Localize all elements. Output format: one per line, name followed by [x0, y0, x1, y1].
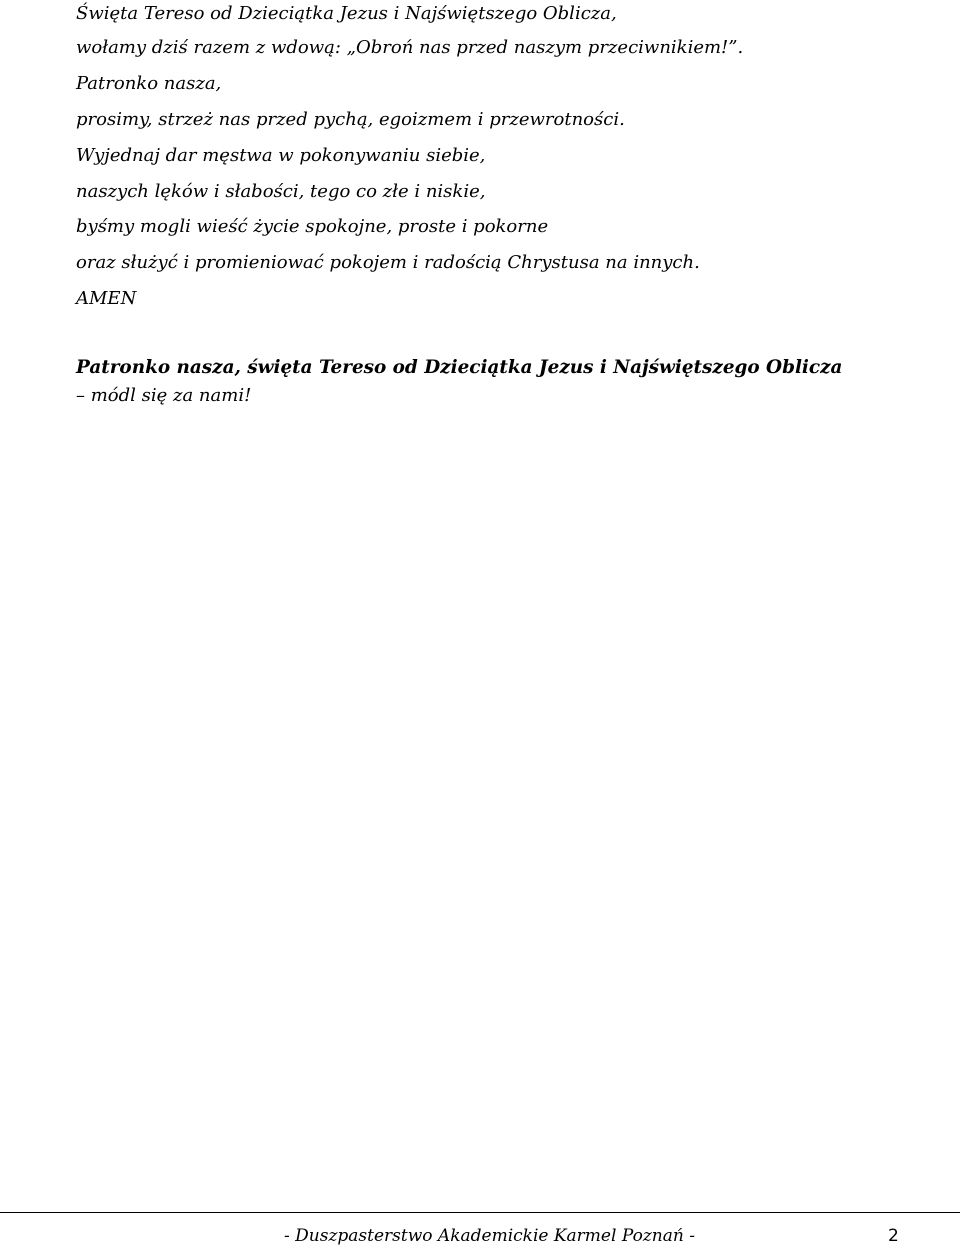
prayer-amen: AMEN	[76, 288, 137, 309]
prayer-line: wołamy dziś razem z wdową: „Obroń nas przed naszym przeciwnikiem!”.	[76, 37, 744, 58]
prayer-line: prosimy, strzeż nas przed pychą, egoizmem i przewrotności.	[76, 109, 625, 130]
footer-divider	[0, 1212, 960, 1213]
prayer-line: naszych lęków i słabości, tego co złe i niskie,	[76, 181, 486, 202]
prayer-line: Wyjednaj dar męstwa w pokonywaniu siebie,	[76, 145, 486, 166]
prayer-line: oraz służyć i promieniować pokojem i radością Chrystusa na innych.	[76, 252, 700, 273]
closing-bold-line: Patronko nasza, święta Tereso od Dzieciątka Jezus i Najświętszego Oblicza	[76, 357, 843, 378]
closing-invocation	[76, 356, 946, 408]
closing-plain-line: – módl się za nami!	[76, 385, 252, 406]
prayer-line: Święta Tereso od Dzieciątka Jezus i Najświętszego Oblicza,	[76, 3, 617, 24]
prayer-line: byśmy mogli wieść życie spokojne, proste i pokorne	[76, 216, 549, 237]
page-number: 2	[888, 1226, 899, 1246]
footer-text: - Duszpasterstwo Akademickie Karmel Poznań -	[284, 1226, 695, 1246]
prayer-line: Patronko nasza,	[76, 73, 222, 94]
